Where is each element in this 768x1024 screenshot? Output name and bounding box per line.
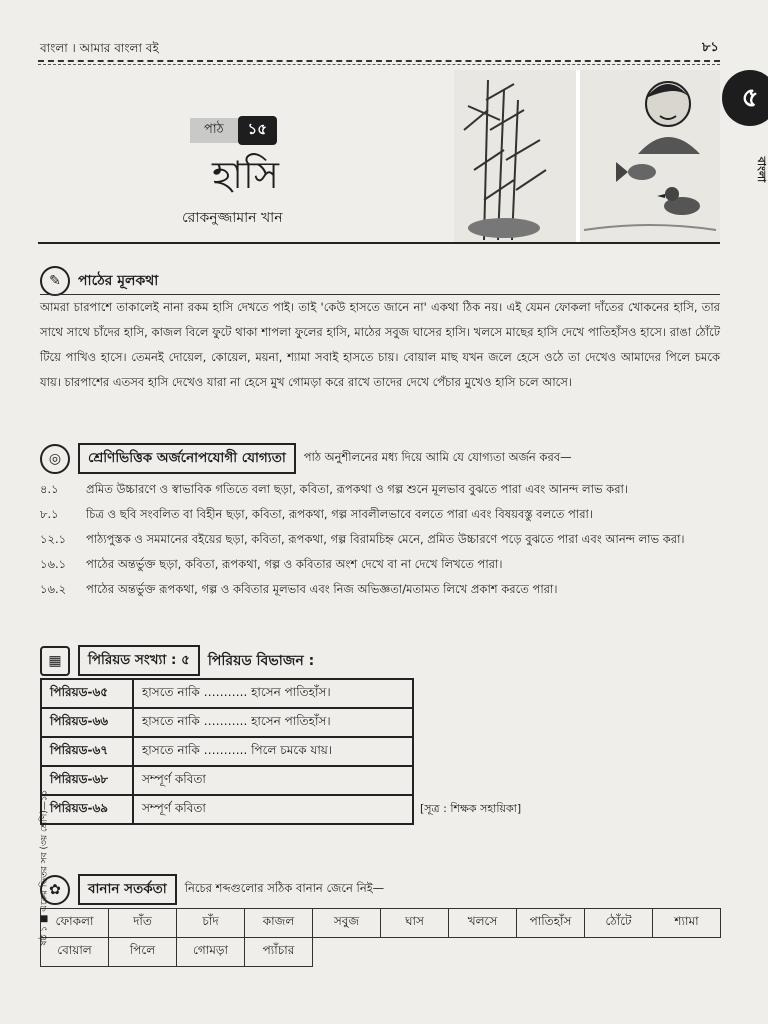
- table-row: [41, 766, 413, 795]
- period-count: পিরিয়ড সংখ্যা : ৫: [78, 645, 200, 676]
- poem-illustration: [454, 70, 720, 242]
- spelling-word: কাজল: [245, 909, 313, 938]
- lesson-number: ১৫: [238, 116, 277, 145]
- running-header: বাংলা । আমার বাংলা বই: [40, 41, 159, 55]
- period-code: পিরিয়ড-৬৮: [41, 766, 133, 795]
- header-rule: [38, 60, 720, 62]
- period-text: হাসতে নাকি ……….. হাসেন পাতিহাঁস।: [133, 679, 413, 708]
- summary-paragraph: আমরা চারপাশে তাকালেই নানা রকম হাসি দেখতে পাই। তাই 'কেউ হাসতে জানে না' একথা ঠিক নয়। এই যেমন ফোকলা দাঁতের খোকনের হাসি, তার সাথে সাথে চাঁদের হাসি, কাজল বিলে ফুটে থাকা শাপলা ফুলের হাসি, মাঠের সবুজ ঘাসের হাসি। খলসে মাছের হাসি দেখে পাতিহাঁসও হাসে। রাঙা ঠোঁটে টিয়ে পাখিও হাসে। তেমনই দোয়েল, কোয়েল, ময়না, শ্যামা সবাই হাসতে চায়। বোয়াল মাছ যখন জলে হেসে ওঠে তা দেখেও আমাদের পিলে চমকে যায়। চারপাশের এতসব হাসি দেখেও যারা না হেসে মুখ গোমড়া করে রাখে তাদের দেখে পেঁচার মুখেও হাসি চলে আসে।: [40, 300, 720, 389]
- period-code: পিরিয়ড-৬৫: [41, 679, 133, 708]
- poem-title: হাসি: [212, 153, 279, 197]
- chapter-badge: ৫: [722, 70, 768, 126]
- summary-heading: [40, 266, 158, 296]
- period-text: সম্পূর্ণ কবিতা: [133, 795, 413, 824]
- competency-text: পাঠের অন্তর্ভুক্ত রূপকথা, গল্প ও কবিতার মূলভাব এবং নিজ অভিজ্ঞতা/মতামত লিখে প্রকাশ করতে পারা।: [86, 582, 558, 596]
- flower-icon: ✿: [40, 875, 70, 905]
- spelling-word: ঠোঁটে: [585, 909, 653, 938]
- competency-list: [40, 477, 730, 602]
- spelling-word: পিলে: [109, 938, 177, 967]
- competency-heading-text: শ্রেণিভিত্তিক অর্জনোপযোগী যোগ্যতা: [78, 443, 296, 474]
- spelling-word: ফোকলা: [41, 909, 109, 938]
- spelling-table: [40, 908, 721, 967]
- spelling-word: খলসে: [449, 909, 517, 938]
- competency-item: [40, 552, 730, 577]
- summary-heading-text: পাঠের মূলকথা: [78, 273, 159, 289]
- calendar-icon: ▦: [40, 646, 70, 676]
- spelling-word: ঘাস: [381, 909, 449, 938]
- competency-text: পাঠ্যপুস্তক ও সমমানের বইয়ের ছড়া, কবিতা, রূপকথা, গল্প বিরামচিহ্ন মেনে, প্রমিত উচ্চারণে পড়ে বুঝতে পারা এবং আনন্দ লাভ করা।: [86, 532, 685, 546]
- competency-text: পাঠের অন্তর্ভুক্ত ছড়া, কবিতা, রূপকথা, গল্প ও কবিতার অংশ দেখে বা না দেখে লিখতে পারা।: [86, 557, 503, 571]
- lesson-tag: [190, 116, 277, 145]
- title-rule: [38, 242, 720, 244]
- spelling-heading: [40, 874, 384, 905]
- competency-item: [40, 577, 730, 602]
- period-code: পিরিয়ড-৬৬: [41, 708, 133, 737]
- spelling-word: গোমড়া: [177, 938, 245, 967]
- spelling-word: সবুজ: [313, 909, 381, 938]
- lesson-word: পাঠ: [190, 118, 238, 143]
- competency-item: [40, 527, 730, 552]
- spelling-word: পাতিহাঁস: [517, 909, 585, 938]
- competency-code: ১৬.২: [40, 582, 67, 596]
- spelling-word: প্যাঁচার: [245, 938, 313, 967]
- spelling-word: শ্যামা: [653, 909, 721, 938]
- period-text: সম্পূর্ণ কবিতা: [133, 766, 413, 795]
- book-icon: ✎: [40, 266, 70, 296]
- period-code: পিরিয়ড-৬৭: [41, 737, 133, 766]
- table-row: [41, 795, 413, 824]
- competency-text: চিত্র ও ছবি সংবলিত বা বিহীন ছড়া, কবিতা, রূপকথা, গল্প সাবলীলভাবে বলতে পারা এবং বিষয়বস্তু বলতে পারা।: [86, 507, 593, 521]
- table-row: [41, 737, 413, 766]
- competency-code: ৮.১: [40, 507, 59, 521]
- table-row: [41, 708, 413, 737]
- competency-heading: [40, 443, 572, 474]
- page-number: ৮১: [702, 40, 719, 55]
- spelling-word: চাঁদ: [177, 909, 245, 938]
- competency-item: [40, 502, 730, 527]
- competency-text: প্রমিত উচ্চারণে ও স্বাভাবিক গতিতে বলা ছড়া, কবিতা, রূপকথা ও গল্প শুনে মূলভাব বুঝতে পারা এবং আনন্দ লাভ করা।: [86, 482, 628, 496]
- target-icon: ◎: [40, 444, 70, 474]
- competency-intro: পাঠ অনুশীলনের মধ্য দিয়ে আমি যে যোগ্যতা অর্জন করব—: [303, 450, 572, 464]
- competency-code: ১৬.১: [40, 557, 67, 571]
- table-row: [41, 938, 721, 967]
- spelling-word: দাঁত: [109, 909, 177, 938]
- period-text: হাসতে নাকি ……….. হাসেন পাতিহাঁস।: [133, 708, 413, 737]
- period-code: পিরিয়ড-৬৯: [41, 795, 133, 824]
- period-table: [40, 678, 414, 825]
- period-text: হাসতে নাকি ……….. পিলে চমকে যায়।: [133, 737, 413, 766]
- table-row: [41, 909, 721, 938]
- source-note: [সূত্র : শিক্ষক সহায়িকা]: [420, 802, 522, 815]
- vertical-footer: ষষ্ঠ ১ ■ একের ভিতর সব (৩য় শ্রেণি)—১১: [39, 789, 50, 946]
- spelling-intro: নিচের শব্দগুলোর সঠিক বানান জেনে নিই—: [184, 881, 385, 895]
- spelling-word: বোয়াল: [41, 938, 109, 967]
- competency-code: ৪.১: [40, 482, 59, 496]
- period-division-label: পিরিয়ড বিভাজন :: [207, 652, 315, 669]
- competency-code: ১২.১: [40, 532, 67, 546]
- spelling-heading-text: বানান সতর্কতা: [78, 874, 177, 905]
- table-row: [41, 679, 413, 708]
- poem-author: রোকনুজ্জামান খান: [182, 210, 283, 226]
- header-rule-secondary: [38, 64, 720, 65]
- competency-item: [40, 477, 730, 502]
- period-heading: [40, 645, 314, 676]
- side-tab-label: বাংলা: [755, 156, 768, 183]
